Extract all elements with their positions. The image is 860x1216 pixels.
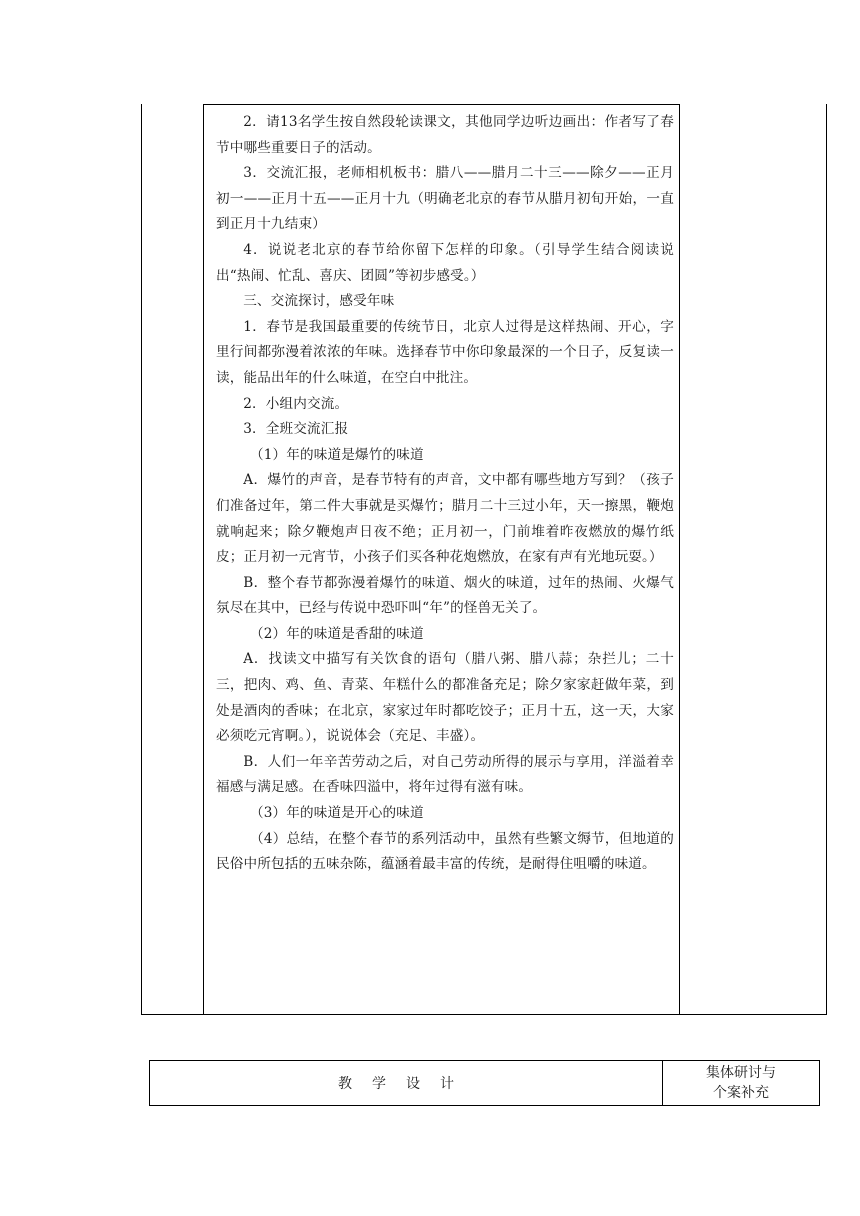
teaching-design-cell [150,1061,662,1105]
lesson-paragraph: 2．请13名学生按自然段轮读课文，其他同学边听边画出：作者写了春节中哪些重要日子的活动。 [216,114,674,156]
lesson-paragraph: B．整个春节都弥漫着爆竹的味道、烟火的味道，过年的热闹、火爆气氛尽在其中，已经与传说中恐吓叫“年”的怪兽无关了。 [216,574,674,617]
lesson-paragraph: 4．说说老北京的春节给你留下怎样的印象。（引导学生结合阅读说出“热闹、忙乱、喜庆、团圆”等初步感受。） [216,241,674,284]
lesson-paragraph: 1．春节是我国最重要的传统节日，北京人过得是这样热闹、开心，字里行间都弥漫着浓浓的年味。选择春节中你印象最深的一个日子，反复读一读，能品出年的什么味道，在空白中批注。 [216,318,674,386]
lesson-paragraph: 3．全班交流汇报 [243,421,349,438]
collective-research-cell [663,1061,819,1105]
subheading: （1）年的味道是爆竹的味道 [250,446,424,463]
lesson-paragraph: （4）总结，在整个春节的系列活动中，虽然有些繁文缛节，但地道的民俗中所包括的五味杂陈，蕴涵着最丰富的传统，是耐得住咀嚼的味道。 [216,830,674,873]
table-divider-2 [679,104,680,1015]
table-border-right [826,104,827,1015]
section-heading: 三、交流探讨，感受年味 [243,293,395,310]
design-header-table [149,1060,820,1106]
subheading: （2）年的味道是香甜的味道 [250,625,424,642]
lesson-paragraph: 3．交流汇报，老师相机板书：腊八——腊月二十三——除夕——正月初一——正月十五——正月十九（明确老北京的春节从腊月初旬开始，一直到正月十九结束） [216,165,674,233]
teaching-design-label: 教学设计 [338,1076,474,1092]
table-divider-1 [203,104,204,1015]
lesson-paragraph: 2．小组内交流。 [243,395,349,412]
lesson-content [216,110,674,878]
table-border-top [203,104,680,105]
table-border-bottom [141,1014,827,1015]
collective-research-label-line1: 集体研讨与 [706,1065,776,1081]
lesson-paragraph: B．人们一年辛苦劳动之后，对自己劳动所得的展示与享用，洋溢着幸福感与满足感。在香味四溢中，将年过得有滋有味。 [216,753,674,796]
collective-research-label-line2: 个案补充 [713,1085,769,1101]
table-border-left [141,104,142,1015]
lesson-paragraph: A．找读文中描写有关饮食的语句（腊八粥、腊八蒜；杂拦儿；二十三，把肉、鸡、鱼、青菜、年糕什么的都准备充足；除夕家家赶做年菜，到处是酒肉的香味；在北京，家家过年时都吃饺子；正月十五，这一天，大家必须吃元宵啊。），说说体会（充足、丰盛）。 [216,651,674,745]
subheading: （3）年的味道是开心的味道 [250,805,424,822]
lesson-paragraph: A．爆竹的声音，是春节特有的声音，文中都有哪些地方写到？（孩子们准备过年，第二件大事就是买爆竹；腊月二十三过小年，天一擦黑，鞭炮就响起来；除夕鞭炮声日夜不绝；正月初一，门前堆着昨夜燃放的爆竹纸皮；正月初一元宵节，小孩子们买各种花炮燃放，在家有声有光地玩耍。） [216,472,674,566]
